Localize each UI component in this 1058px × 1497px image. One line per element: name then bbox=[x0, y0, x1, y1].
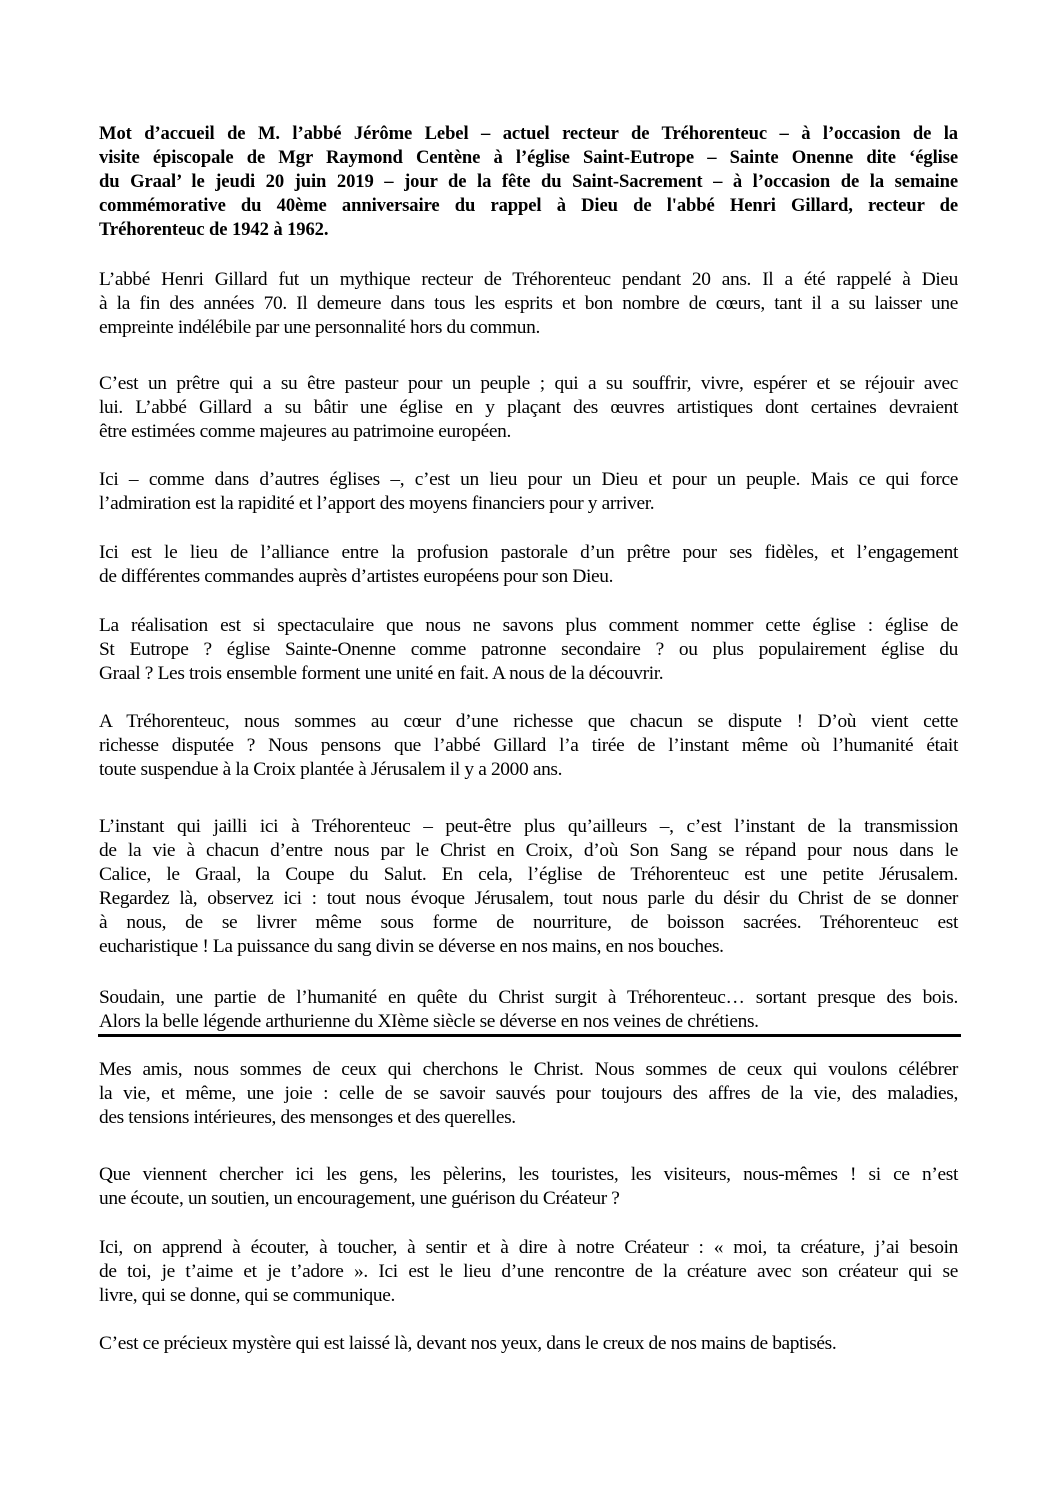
paragraph-10 bbox=[99, 1163, 958, 1211]
heading-line: Mot d’accueil de M. l’abbé Jérôme Lebel – actuel recteur de Tréhorenteuc – à l’occasion de la bbox=[99, 123, 958, 144]
text-line: de la vie à chacun d’entre nous par le Christ en Croix, d’où Son Sang se répand pour nous dans le bbox=[99, 840, 958, 861]
text-line: Calice, le Graal, la Coupe du Salut. En cela, l’église de Tréhorenteuc est une petite Jérusalem. bbox=[99, 864, 958, 885]
paragraph-11 bbox=[99, 1236, 958, 1308]
text-line: livre, qui se donne, qui se communique. bbox=[99, 1285, 396, 1306]
heading-line: visite épiscopale de Mgr Raymond Centène à l’église Saint-Eutrope – Sainte Onenne dite ‘église bbox=[99, 147, 958, 168]
text-line: A Tréhorenteuc, nous sommes au cœur d’une richesse que chacun se dispute ! D’où vient cette bbox=[99, 711, 958, 732]
text-line: C’est ce précieux mystère qui est laissé là, devant nos yeux, dans le creux de nos mains de baptisés. bbox=[99, 1333, 837, 1354]
text-line: L’abbé Henri Gillard fut un mythique recteur de Tréhorenteuc pendant 20 ans. Il a été rappelé à Dieu bbox=[99, 269, 958, 290]
text-line: Graal ? Les trois ensemble forment une unité en fait. A nous de la découvrir. bbox=[99, 663, 664, 684]
text-line: Alors la belle légende arthurienne du XIème siècle se déverse en nos veines de chrétiens. bbox=[99, 1011, 759, 1032]
heading-line: commémorative du 40ème anniversaire du rappel à Dieu de l'abbé Henri Gillard, recteur de bbox=[99, 195, 958, 216]
text-line: toute suspendue à la Croix plantée à Jérusalem il y a 2000 ans. bbox=[99, 759, 563, 780]
text-line: de toi, je t’aime et je t’adore ». Ici est le lieu d’une rencontre de la créature avec son créateur qui se bbox=[99, 1261, 958, 1282]
paragraph-5 bbox=[99, 614, 958, 686]
text-line: Soudain, une partie de l’humanité en quête du Christ surgit à Tréhorenteuc… sortant presque des bois. bbox=[99, 987, 958, 1008]
text-line: à nous, de se livrer même sous forme de nourriture, de boisson sacrées. Tréhorenteuc est bbox=[99, 912, 958, 933]
section-divider bbox=[98, 1034, 961, 1037]
text-line: St Eutrope ? église Sainte-Onenne comme patronne secondaire ? ou plus populairement église du bbox=[99, 639, 958, 660]
paragraph-6 bbox=[99, 710, 958, 782]
paragraph-3 bbox=[99, 468, 958, 516]
paragraph-7 bbox=[99, 815, 958, 959]
text-line: C’est un prêtre qui a su être pasteur pour un peuple ; qui a su souffrir, vivre, espérer et se réjouir avec bbox=[99, 373, 958, 394]
text-line: Ici est le lieu de l’alliance entre la profusion pastorale d’un prêtre pour ses fidèles, et l’engagement bbox=[99, 542, 958, 563]
text-line: de différentes commandes auprès d’artistes européens pour son Dieu. bbox=[99, 566, 614, 587]
text-line: Que viennent chercher ici les gens, les pèlerins, les touristes, les visiteurs, nous-mêmes ! si ce n’est bbox=[99, 1164, 958, 1185]
text-line: Regardez là, observez ici : tout nous évoque Jérusalem, tout nous parle du désir du Christ de se donner bbox=[99, 888, 958, 909]
text-line: Ici – comme dans d’autres églises –, c’est un lieu pour un Dieu et pour un peuple. Mais ce qui force bbox=[99, 469, 958, 490]
text-line: Mes amis, nous sommes de ceux qui cherchons le Christ. Nous sommes de ceux qui voulons célébrer bbox=[99, 1059, 958, 1080]
text-line: être estimées comme majeures au patrimoine européen. bbox=[99, 421, 511, 442]
text-line: une écoute, un soutien, un encouragement, une guérison du Créateur ? bbox=[99, 1188, 620, 1209]
text-line: des tensions intérieures, des mensonges et des querelles. bbox=[99, 1107, 516, 1128]
text-line: l’admiration est la rapidité et l’apport des moyens financiers pour y arriver. bbox=[99, 493, 655, 514]
text-line: richesse disputée ? Nous pensons que l’abbé Gillard l’a tirée de l’instant même où l’humanité était bbox=[99, 735, 958, 756]
text-line: L’instant qui jailli ici à Tréhorenteuc – peut-être plus qu’ailleurs –, c’est l’instant de la transmission bbox=[99, 816, 958, 837]
paragraph-4 bbox=[99, 541, 958, 589]
text-line: La réalisation est si spectaculaire que nous ne savons plus comment nommer cette église : église de bbox=[99, 615, 958, 636]
paragraph-1 bbox=[99, 268, 958, 340]
paragraph-2 bbox=[99, 372, 958, 444]
document-heading bbox=[99, 122, 958, 242]
paragraph-12 bbox=[99, 1332, 958, 1356]
text-line: eucharistique ! La puissance du sang divin se déverse en nos mains, en nos bouches. bbox=[99, 936, 724, 957]
paragraph-8 bbox=[99, 986, 958, 1034]
text-line: à la fin des années 70. Il demeure dans tous les esprits et bon nombre de cœurs, tant il a su laisser une bbox=[99, 293, 958, 314]
text-line: lui. L’abbé Gillard a su bâtir une église en y plaçant des œuvres artistiques dont certaines devraient bbox=[99, 397, 958, 418]
text-line: la vie, et même, une joie : celle de se savoir sauvés pour toujours des affres de la vie, des maladies, bbox=[99, 1083, 958, 1104]
heading-line: du Graal’ le jeudi 20 juin 2019 – jour de la fête du Saint-Sacrement – à l’occasion de la semaine bbox=[99, 171, 958, 192]
paragraph-9 bbox=[99, 1058, 958, 1130]
text-line: empreinte indélébile par une personnalité hors du commun. bbox=[99, 317, 540, 338]
text-line: Ici, on apprend à écouter, à toucher, à sentir et à dire à notre Créateur : « moi, ta créature, j’ai besoin bbox=[99, 1237, 958, 1258]
heading-line: Tréhorenteuc de 1942 à 1962. bbox=[99, 219, 329, 240]
